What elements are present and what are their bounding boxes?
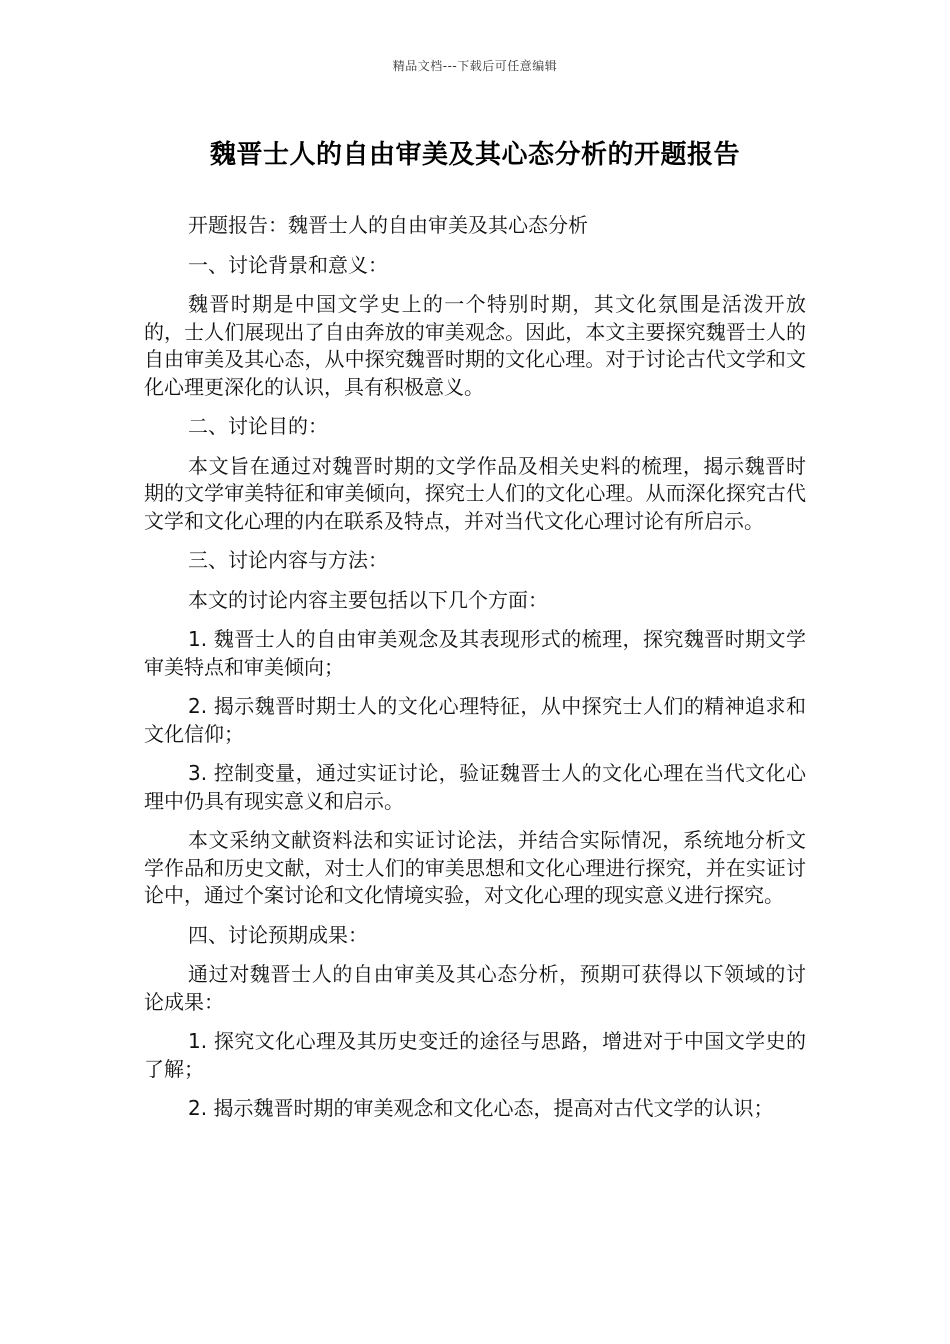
document-title: 魏晋士人的自由审美及其心态分析的开题报告 xyxy=(209,140,740,170)
list-item-result-1: 1. 探究文化心理及其历史变迁的途径与思路，增进对于中国文学史的了解； xyxy=(144,1029,806,1081)
section-heading-purpose: 二、讨论目的： xyxy=(188,414,328,438)
report-heading: 开题报告：魏晋士人的自由审美及其心态分析 xyxy=(188,213,588,237)
header-note: 精品文档---下载后可任意编辑 xyxy=(392,59,558,73)
paragraph-purpose: 本文旨在通过对魏晋时期的文学作品及相关史料的梳理，揭示魏晋时期的文学审美特征和审美倾向，探究士人们的文化心理。从而深化探究古代文学和文化心理的内在联系及特点，并对当代文化心理讨论有所启示。 xyxy=(144,453,806,533)
paragraph-method: 本文采纳文献资料法和实证讨论法，并结合实际情况，系统地分析文学作品和历史文献，对士人们的审美思想和文化心理进行探究，并在实证讨论中，通过个案讨论和文化情境实验，对文化心理的现实意义进行探究。 xyxy=(144,828,806,907)
paragraph-background: 魏晋时期是中国文学史上的一个特别时期，其文化氛围是活泼开放的，士人们展现出了自由奔放的审美观念。因此，本文主要探究魏晋士人的自由审美及其心态，从中探究魏晋时期的文化心理。对于讨论古代文学和文化心理更深化的认识，具有积极意义。 xyxy=(144,292,806,399)
list-item-result-2: 2. 揭示魏晋时期的审美观念和文化心态，提高对古代文学的认识； xyxy=(188,1096,774,1120)
paragraph-expected-intro: 通过对魏晋士人的自由审美及其心态分析，预期可获得以下领域的讨论成果： xyxy=(144,962,806,1014)
document-body xyxy=(144,212,806,1135)
list-item-content-1: 1. 魏晋士人的自由审美观念及其表现形式的梳理，探究魏晋时期文学审美特点和审美倾向； xyxy=(144,627,806,679)
section-heading-content-method: 三、讨论内容与方法： xyxy=(188,548,388,572)
paragraph-content-intro: 本文的讨论内容主要包括以下几个方面： xyxy=(188,587,548,612)
list-item-content-2: 2. 揭示魏晋时期士人的文化心理特征，从中探究士人们的精神追求和文化信仰； xyxy=(144,694,806,746)
section-heading-background: 一、讨论背景和意义： xyxy=(188,252,388,277)
section-heading-expected-results: 四、讨论预期成果： xyxy=(188,922,368,947)
list-item-content-3: 3. 控制变量，通过实证讨论，验证魏晋士人的文化心理在当代文化心理中仍具有现实意义和启示。 xyxy=(144,761,806,813)
